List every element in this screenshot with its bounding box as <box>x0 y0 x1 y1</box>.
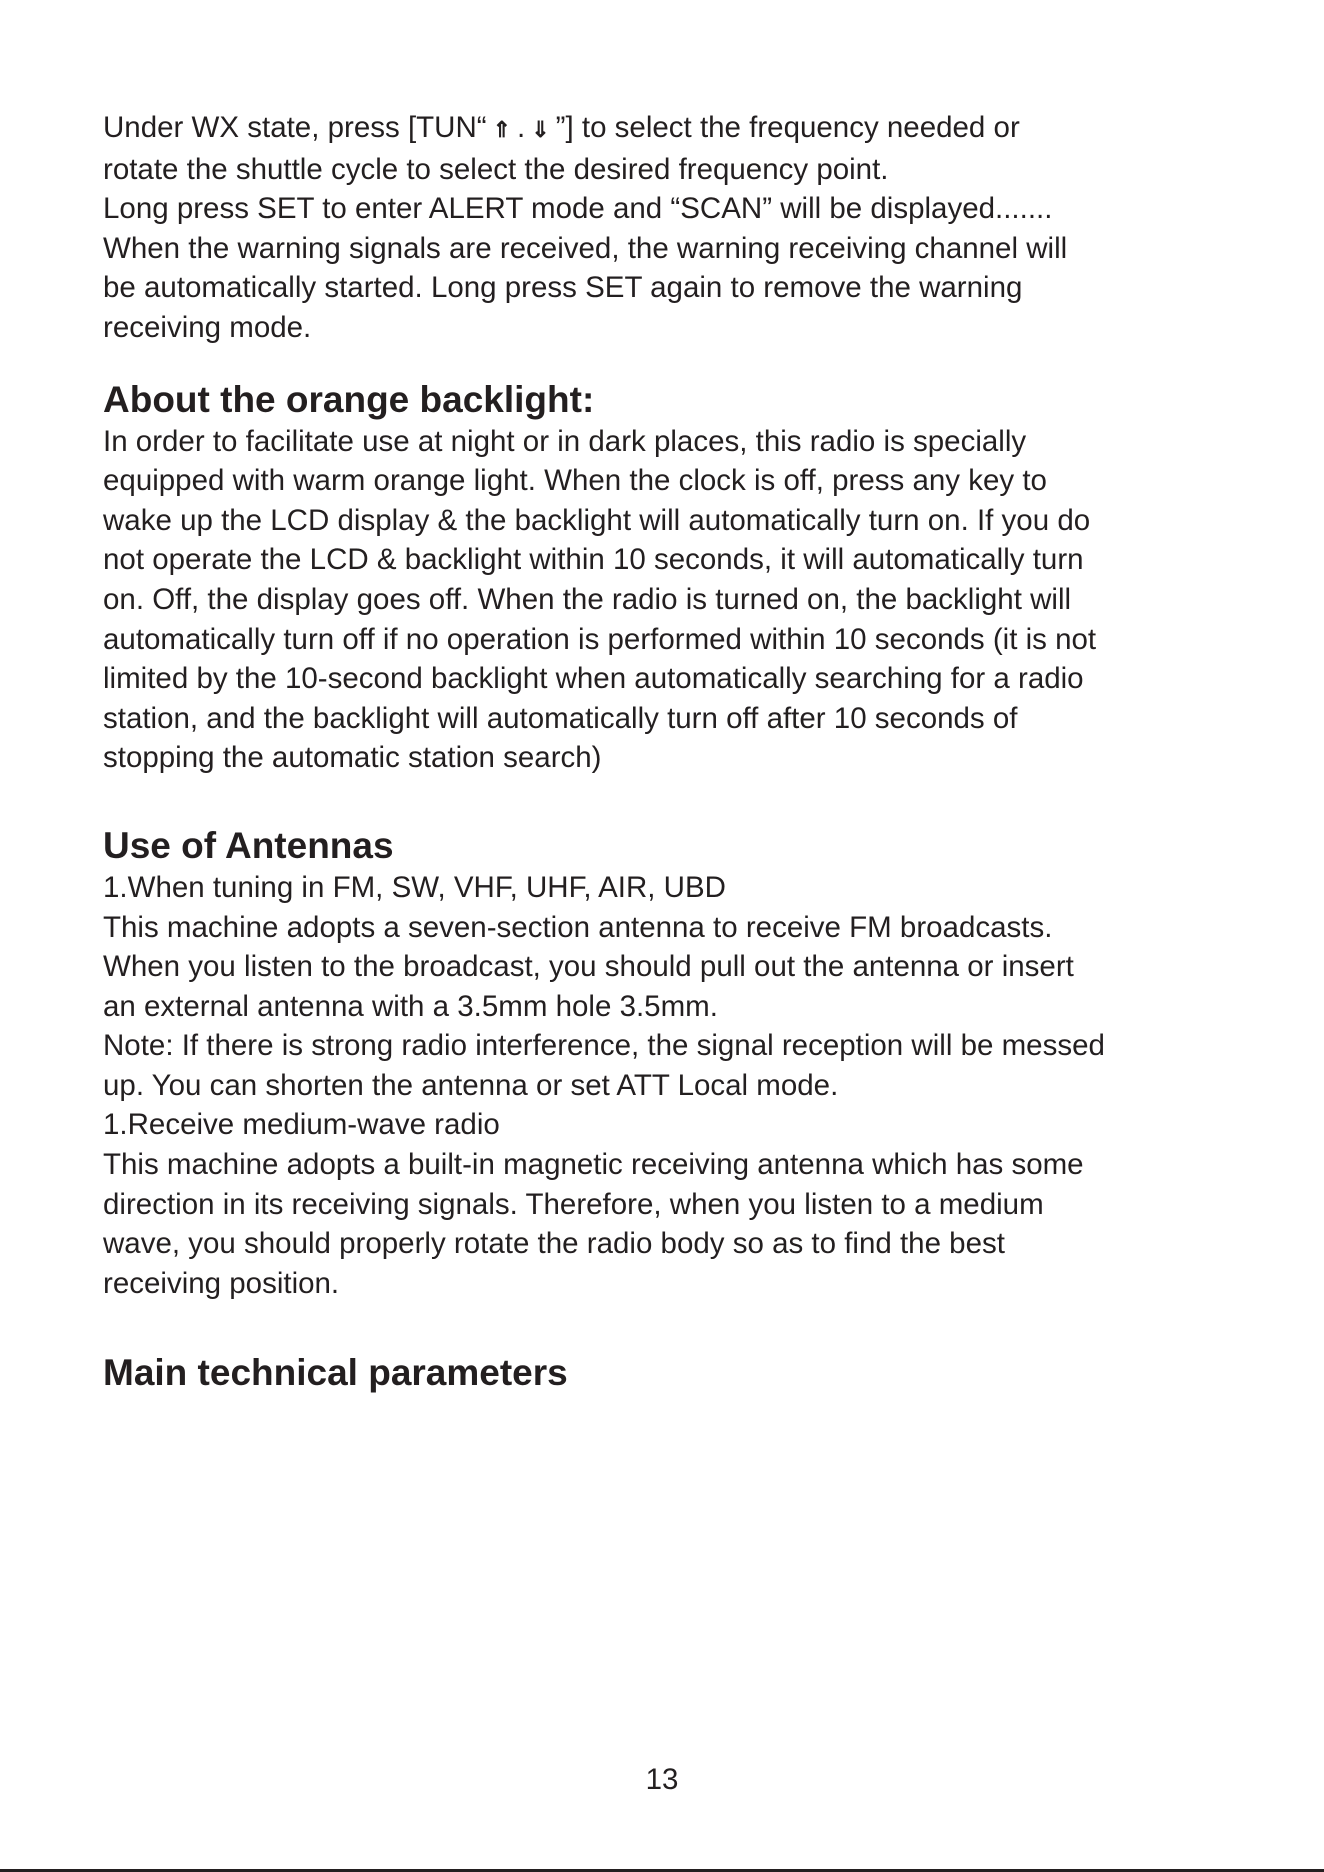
arrow-down-icon: ⇓ <box>531 117 550 142</box>
antennas-line: 1.Receive medium-wave radio <box>103 1108 500 1142</box>
section-spacer <box>103 1303 1233 1351</box>
backlight-line: automatically turn off if no operation is performed within 10 seconds (it is not <box>103 622 1097 656</box>
arrow-separator: . <box>517 111 526 144</box>
wx-line: be automatically started. Long press SET again to remove the warning <box>103 271 1023 305</box>
wx-line: Long press SET to enter ALERT mode and “SCAN” will be displayed....... <box>103 192 1053 226</box>
section-spacer <box>103 348 1233 378</box>
page-number: 13 <box>645 1763 679 1796</box>
backlight-section <box>103 378 1233 778</box>
antennas-line: wave, you should properly rotate the radio body so as to find the best <box>103 1227 1005 1261</box>
section-spacer <box>103 778 1233 824</box>
wx-paragraph <box>103 108 1233 348</box>
antennas-line: This machine adopts a seven-section antenna to receive FM broadcasts. <box>103 910 1053 944</box>
antennas-line: 1.When tuning in FM, SW, VHF, UHF, AIR, UBD <box>103 870 726 904</box>
backlight-line: not operate the LCD & backlight within 10 seconds, it will automatically turn <box>103 543 1084 577</box>
wx-line-1-text: Under WX state, press [TUN“ <box>103 111 487 144</box>
antennas-line: direction in its receiving signals. Therefore, when you listen to a medium <box>103 1187 1044 1221</box>
wx-line: When the warning signals are received, the warning receiving channel will <box>103 231 1068 265</box>
parameters-section <box>103 1351 1233 1395</box>
wx-line: rotate the shuttle cycle to select the desired frequency point. <box>103 152 889 186</box>
backlight-line: limited by the 10-second backlight when automatically searching for a radio <box>103 662 1084 696</box>
antennas-section <box>103 824 1233 1304</box>
backlight-line: station, and the backlight will automatically turn off after 10 seconds of <box>103 701 1018 735</box>
backlight-line: on. Off, the display goes off. When the radio is turned on, the backlight will <box>103 582 1072 616</box>
antennas-line: This machine adopts a built-in magnetic receiving antenna which has some <box>103 1148 1084 1182</box>
wx-line: receiving mode. <box>103 310 312 344</box>
parameters-heading: Main technical parameters <box>103 1352 568 1394</box>
antennas-line: receiving position. <box>103 1266 340 1300</box>
wx-line-1 <box>103 108 1233 150</box>
backlight-line: equipped with warm orange light. When the clock is off, press any key to <box>103 464 1047 498</box>
wx-line-1-tail: ”] to select the frequency needed or <box>555 111 1020 144</box>
backlight-line: wake up the LCD display & the backlight will automatically turn on. If you do <box>103 503 1091 537</box>
antennas-heading: Use of Antennas <box>103 824 394 866</box>
backlight-heading: About the orange backlight: <box>103 378 595 420</box>
antennas-line: Note: If there is strong radio interference, the signal reception will be messed <box>103 1029 1105 1063</box>
antennas-line: When you listen to the broadcast, you should pull out the antenna or insert <box>103 950 1074 984</box>
backlight-line: In order to facilitate use at night or in dark places, this radio is specially <box>103 424 1027 458</box>
page-content <box>103 108 1233 1395</box>
antennas-line: up. You can shorten the antenna or set ATT Local mode. <box>103 1068 839 1102</box>
antennas-line: an external antenna with a 3.5mm hole 3.5mm. <box>103 989 718 1023</box>
backlight-line: stopping the automatic station search) <box>103 741 602 775</box>
arrow-up-icon: ⇑ <box>492 117 512 142</box>
